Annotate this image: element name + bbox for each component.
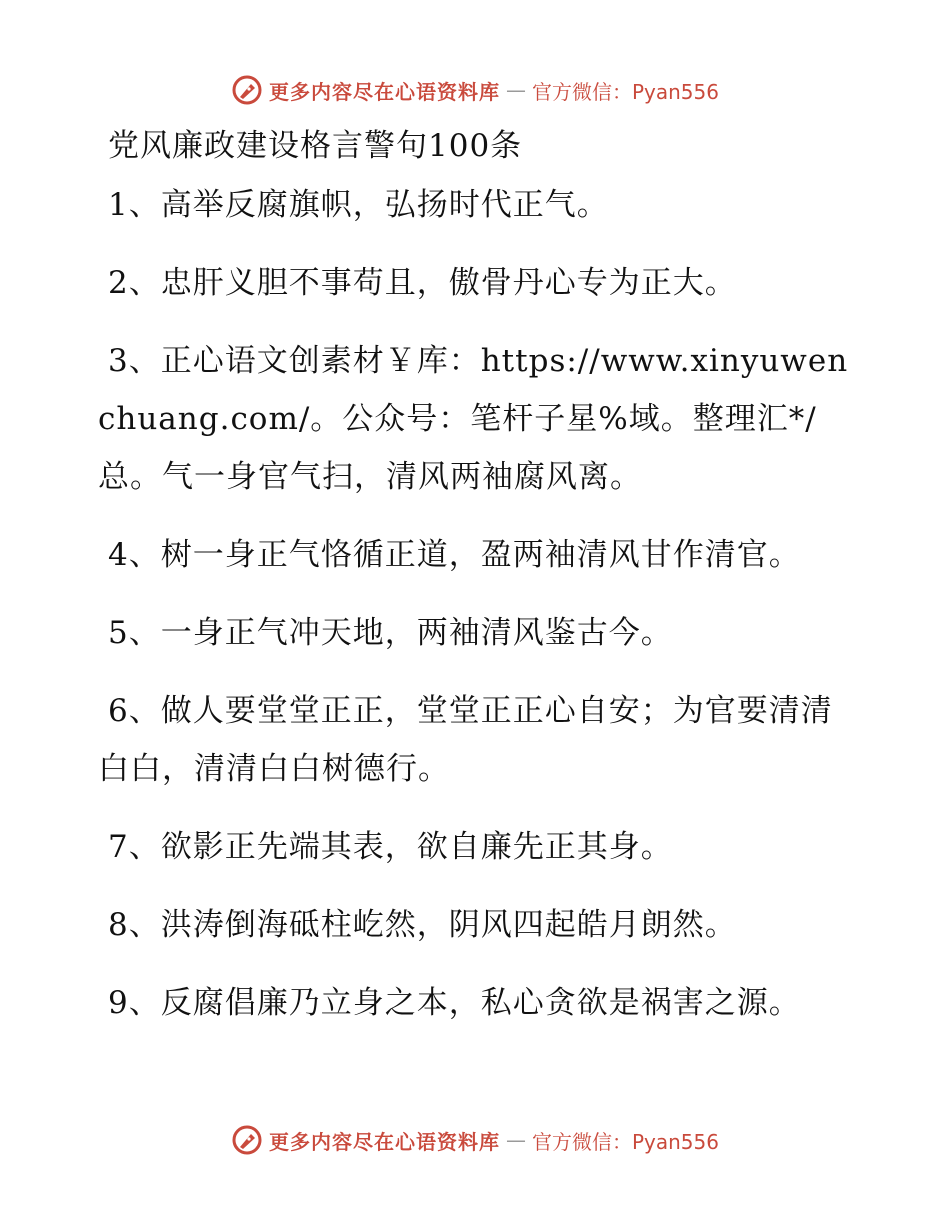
list-item: 9、反腐倡廉乃立身之本，私心贪欲是祸害之源。: [108, 985, 801, 1021]
banner-site-name: 更多内容尽在心语资料库: [268, 1129, 500, 1154]
list-item: 2、忠肝义胆不事苟且，傲骨丹心专为正大。: [108, 265, 737, 301]
document-title: 党风廉政建设格言警句100条: [108, 128, 523, 164]
list-item: 6、做人要堂堂正正，堂堂正正心自安；为官要清清白白，清清白白树德行。: [98, 693, 833, 787]
banner-wechat-id: 官方微信：Pyan556: [531, 79, 719, 104]
list-item: 7、欲影正先端其表，欲自廉先正其身。: [108, 829, 673, 865]
banner-separator: —: [505, 1128, 526, 1152]
header-banner: [0, 70, 950, 110]
footer-banner: [0, 1120, 950, 1160]
header-banner-inner: [231, 74, 719, 106]
list-item: 1、高举反腐旗帜，弘扬时代正气。: [108, 187, 609, 223]
footer-banner-inner: [231, 1124, 719, 1156]
list-item: 8、洪涛倒海砥柱屹然，阴风四起皓月朗然。: [108, 907, 737, 943]
list-item: 4、树一身正气恪循正道，盈两袖清风甘作清官。: [108, 537, 801, 573]
list-item: 5、一身正气冲天地，两袖清风鉴古今。: [108, 615, 673, 651]
pen-nib-logo-icon: [231, 1124, 263, 1156]
pen-nib-logo-icon: [231, 74, 263, 106]
banner-site-name: 更多内容尽在心语资料库: [268, 79, 500, 104]
document-body: [98, 118, 858, 1052]
banner-separator: —: [505, 78, 526, 102]
list-item: 3、正心语文创素材￥库：https://www.xinyuwenchuang.com/。公众号：笔杆子星%域。整理汇*/总。气一身官气扫，清风两袖腐风离。: [98, 343, 849, 495]
banner-wechat-id: 官方微信：Pyan556: [531, 1129, 719, 1154]
